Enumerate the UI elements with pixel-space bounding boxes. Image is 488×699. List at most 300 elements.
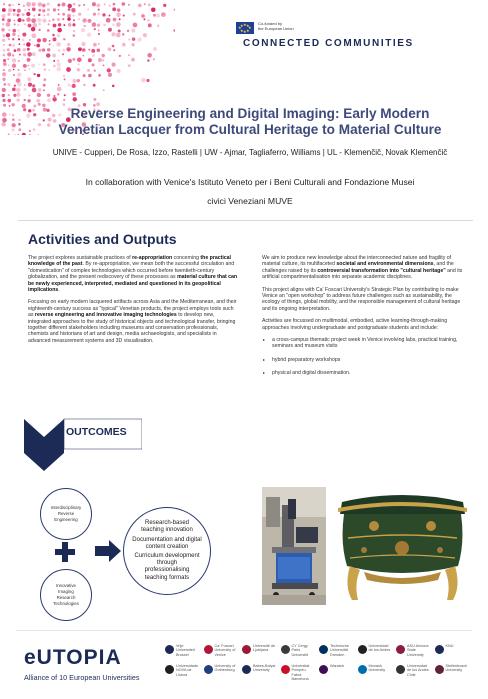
collaboration-line2: civici Veneziani MUVE [207, 196, 293, 206]
outcome-arrow-icon [95, 540, 121, 562]
decorative-dot [7, 83, 10, 86]
decorative-dot [157, 25, 159, 27]
decorative-dot [67, 43, 70, 46]
right-text-column [262, 255, 467, 384]
circle2-line: Innovative [55, 583, 76, 588]
decorative-dot [133, 23, 138, 28]
decorative-dot [122, 43, 126, 47]
outcomes-banner [24, 413, 142, 471]
decorative-dot [3, 34, 6, 37]
decorative-dot [12, 87, 16, 91]
decorative-dot [49, 40, 51, 42]
decorative-dot [52, 97, 56, 101]
decorative-dot [12, 29, 16, 33]
decorative-dot [53, 65, 56, 68]
decorative-dot [39, 64, 41, 66]
decorative-dot [11, 128, 14, 131]
decorative-dot [12, 44, 16, 48]
emphasis-text: societal and environmental dimensions [336, 261, 434, 268]
decorative-dot [141, 78, 146, 83]
decorative-dot [14, 134, 16, 135]
eutopia-logo: eUTOPIA [24, 646, 122, 669]
decorative-dot [64, 94, 66, 96]
eu-funding-label [258, 21, 294, 31]
decorative-dot [48, 69, 50, 71]
eu-flag-icon: ★ ★ ★ ★ ★ ★ ★ ★ [236, 22, 254, 34]
decorative-dot [2, 88, 6, 92]
decorative-dot [43, 63, 46, 66]
decorative-dot [43, 84, 46, 87]
partner-logo-icon [242, 645, 251, 654]
decorative-dot [12, 58, 16, 62]
decorative-dot [8, 94, 10, 96]
decorative-dot [17, 48, 21, 52]
emphasis-text: controversial transformation into "cultural heritage" [317, 267, 446, 274]
decorative-dot [26, 42, 31, 47]
decorative-dot [151, 7, 156, 12]
decorative-dot [2, 112, 7, 117]
reverse-engineering-circle [40, 488, 92, 540]
decorative-dot [27, 52, 32, 57]
decorative-dot [32, 52, 36, 56]
poster-title-line1: Reverse Engineering and Digital Imaging: Early Modern [70, 106, 430, 121]
partner-logo-name: KNU [445, 644, 454, 648]
alliance-tagline: Alliance of 10 European Universities [24, 673, 140, 682]
decorative-dot [22, 19, 25, 22]
decorative-dot [8, 69, 11, 72]
decorative-dot [22, 39, 25, 42]
decorative-dot [147, 19, 149, 21]
decorative-dot [58, 9, 60, 11]
text-run: This project aligns with Ca' Foscari University's Strategic Plan by contributing to make Venice an "open workshop" to address future challenges such as sustainability, the ecology of things, global mobility, and the responsible management of cultural heritage and its ongoing interpretation. [262, 286, 461, 312]
decorative-dot [31, 27, 36, 32]
decorative-dot [42, 9, 45, 12]
decorative-dot [3, 69, 5, 71]
decorative-dot [43, 89, 45, 91]
outcome-results-circle [123, 507, 211, 595]
decorative-dot [8, 38, 10, 40]
decorative-dot [103, 24, 105, 26]
partner-logo-icon [165, 665, 174, 674]
decorative-dot [77, 57, 82, 62]
decorative-dot [119, 55, 121, 57]
decorative-dot [122, 33, 125, 36]
decorative-dot [128, 54, 130, 56]
decorative-dot [23, 88, 26, 91]
decorative-dot [116, 22, 121, 27]
decorative-dot [66, 67, 71, 72]
decorative-dot [131, 58, 135, 62]
decorative-dot [42, 38, 46, 42]
decorative-dot [12, 54, 14, 56]
decorative-dot [82, 18, 86, 22]
decorative-dot [8, 4, 11, 7]
left-text-column [28, 255, 238, 350]
bullet-text: hybrid preparatory workshops [272, 356, 341, 363]
decorative-dot [26, 17, 31, 22]
decorative-dot [117, 8, 120, 11]
section-divider [18, 220, 473, 221]
decorative-dot [78, 13, 81, 16]
decorative-dot [102, 54, 105, 57]
decorative-dot [16, 13, 19, 16]
circle1-line: Engineering [54, 517, 78, 522]
decorative-dot [81, 28, 85, 32]
decorative-dot [13, 9, 16, 12]
partner-logo-name: Ca' Foscari University of Venice [214, 644, 236, 657]
circle2-line: Technologies [53, 601, 79, 606]
decorative-dot [17, 24, 19, 26]
partner-logo-name: Babeș-Bolyai University [253, 664, 276, 673]
decorative-dot [13, 69, 15, 71]
decorative-dot [12, 33, 16, 37]
partner-logo-name: Vrije Universiteit Brussel [176, 644, 195, 657]
decorative-dot [2, 39, 5, 42]
decorative-dot [32, 84, 35, 87]
decorative-dot [38, 49, 41, 52]
decorative-dot [17, 18, 21, 22]
decorative-dot [14, 49, 17, 52]
decorative-dot [47, 3, 50, 6]
decorative-dot [43, 78, 46, 81]
decorative-dot [87, 69, 90, 72]
text-run: . [58, 287, 60, 294]
decorative-dot [92, 22, 97, 27]
partner-logo-name: CY Cergy Paris Université [291, 644, 309, 657]
collaboration-line1: In collaboration with Venice's Istituto Veneto per i Beni Culturali and Fondazione Musei [85, 177, 415, 187]
outcomes-chevron-icon [24, 419, 64, 471]
decorative-dot [3, 83, 6, 86]
decorative-dot [72, 92, 76, 96]
decorative-dot [49, 43, 51, 45]
text-run: The project explores sustainable practices of [28, 255, 133, 261]
emphasis-text: material culture that can be newly experienced, interpreted, mediated and questioned in its geopolitical implications [28, 274, 238, 294]
partner-logo-name: ASU Arizona State University [407, 644, 429, 657]
outcome-result: Research-based teaching innovation [141, 520, 193, 534]
decorative-dot [18, 3, 20, 5]
decorative-dot [148, 23, 152, 27]
decorative-dot [106, 18, 111, 23]
decorative-dot [32, 8, 36, 12]
decorative-dot [49, 20, 51, 22]
decorative-dot [52, 34, 54, 36]
decorative-dot [24, 9, 26, 11]
decorative-dot [68, 8, 71, 11]
decorative-dot [87, 8, 89, 10]
partner-logo-icon [435, 665, 444, 674]
decorative-dot [58, 13, 60, 15]
decorative-dot [47, 94, 50, 97]
eu-funding-line2: the European Union [258, 26, 294, 31]
decorative-dot [153, 47, 157, 51]
decorative-dot [72, 58, 75, 61]
decorative-dot [91, 49, 95, 53]
decorative-dot [88, 58, 92, 62]
decorative-dot [78, 47, 82, 51]
decorative-dot [57, 34, 61, 38]
partner-logo-icon [319, 645, 328, 654]
decorative-dot [98, 9, 100, 11]
decorative-dot [2, 49, 5, 52]
bullet-arrow-icon: ▸ [263, 356, 266, 362]
decorative-dot [103, 65, 105, 67]
decorative-dot [84, 25, 86, 27]
decorative-dot [116, 13, 120, 17]
decorative-dot [7, 19, 11, 23]
decorative-dot [32, 88, 37, 93]
decorative-dot [68, 23, 72, 27]
decorative-dot [13, 74, 15, 76]
partner-logo-name: Universidad de los Andes [368, 644, 391, 653]
decorative-dot [28, 83, 32, 87]
decorative-dot [57, 28, 62, 33]
decorative-dot [127, 30, 129, 32]
partner-logo-name: Universidade NOVA de Lisboa [176, 664, 199, 677]
decorative-dot [73, 3, 76, 6]
section-heading: Activities and Outputs [28, 231, 177, 247]
decorative-dot [23, 53, 26, 56]
decorative-dot [67, 4, 72, 9]
decorative-dot [93, 43, 97, 47]
decorative-dot [93, 84, 96, 87]
decorative-dot [62, 49, 65, 52]
decorative-dot [37, 18, 41, 22]
decorative-dot [8, 64, 10, 66]
decorative-dot [173, 29, 175, 31]
decorative-dot [57, 67, 61, 71]
decorative-dot [107, 68, 111, 72]
decorative-dot [112, 63, 116, 67]
decorative-dot [2, 23, 4, 25]
lab-equipment-photo [262, 487, 326, 605]
decorative-dot [78, 18, 80, 20]
decorative-dot [33, 15, 35, 17]
decorative-dot [52, 19, 54, 21]
decorative-dot [17, 35, 19, 37]
decorative-dot [52, 54, 56, 58]
decorative-dot [113, 3, 116, 6]
decorative-dot [44, 68, 46, 70]
decorative-dot [132, 37, 136, 41]
decorative-dot [12, 13, 15, 16]
collaboration-note [40, 173, 460, 211]
decorative-dot [143, 33, 147, 37]
decorative-dot [28, 24, 32, 28]
emphasis-text: the practical knowledge of the past [28, 255, 231, 268]
emphasis-text: re-appropriation [132, 255, 173, 261]
partner-logo-icon [358, 665, 367, 674]
decorative-dot [37, 38, 41, 42]
bullet-text: physical and digital dissemination. [272, 370, 351, 377]
decorative-dot [92, 63, 95, 66]
decorative-dot [118, 29, 121, 32]
decorative-dot [26, 2, 31, 7]
decorative-dot [128, 64, 131, 67]
decorative-dot [18, 29, 20, 31]
decorative-dot [63, 38, 65, 40]
circle2-line: Imaging [58, 589, 74, 594]
decorative-dot [9, 44, 12, 47]
decorative-dot [3, 62, 7, 66]
decorative-dot [63, 99, 65, 101]
decorative-dot [3, 54, 6, 57]
decorative-dot [53, 60, 55, 62]
decorative-dot [18, 119, 20, 121]
decorative-dot [62, 2, 66, 6]
decorative-dot [23, 108, 26, 111]
decorative-dot [128, 39, 130, 41]
decorative-dot [23, 48, 26, 51]
decorative-dot [119, 18, 121, 20]
decorative-dot [28, 68, 30, 70]
decorative-dot [58, 84, 60, 86]
body-paragraph [262, 255, 467, 281]
decorative-dot [57, 18, 60, 21]
decorative-dot [8, 8, 12, 12]
decorative-dot [19, 54, 21, 56]
decorative-dot [6, 33, 10, 37]
decorative-dot [58, 49, 61, 52]
decorative-dot [67, 14, 71, 18]
right-paragraphs [262, 255, 467, 331]
decorative-dot [28, 9, 30, 11]
decorative-dot [102, 13, 105, 16]
decorative-dot [17, 82, 22, 87]
decorative-dot [38, 9, 41, 12]
decorative-dot [71, 8, 75, 12]
decorative-dot [16, 98, 19, 101]
decorative-dot [1, 28, 4, 31]
decorative-dot [57, 87, 62, 92]
decorative-dot [12, 114, 15, 117]
decorative-dot [73, 97, 77, 101]
decorative-dot [98, 74, 101, 77]
partner-logo-icon [281, 645, 290, 654]
decorative-dot [94, 28, 96, 30]
decorative-dot [77, 79, 80, 82]
decorative-dot [12, 38, 14, 40]
decorative-dot [148, 3, 151, 6]
decorative-dot [131, 43, 134, 46]
decorative-dot [14, 20, 16, 22]
plus-icon [55, 542, 75, 562]
bullet-item [263, 337, 467, 350]
decorative-dot [147, 59, 149, 61]
decorative-dot [32, 2, 36, 6]
body-paragraph [262, 318, 467, 331]
text-run: . By re-appropriation, we mean both the successful circulation and "domestication" of complex technologies which occurred before twentieth-century globalization, and the present rediscovery of these processes as [28, 261, 235, 281]
decorative-dot [53, 37, 57, 41]
decorative-dot [7, 13, 10, 16]
decorative-dot [117, 69, 121, 73]
decorative-dot [72, 23, 75, 26]
decorative-dot [32, 33, 37, 38]
imaging-technologies-circle [40, 569, 92, 621]
decorative-dot [13, 94, 16, 97]
circle1-line: Reverse [57, 511, 75, 516]
decorative-dot [29, 39, 31, 41]
decorative-dot [47, 29, 50, 32]
decorative-dot [2, 14, 6, 18]
partner-logo-icon [242, 665, 251, 674]
decorative-dot [27, 99, 30, 102]
decorative-dot [16, 92, 21, 97]
decorative-dot [23, 64, 27, 68]
footer-separator [16, 630, 472, 631]
decorative-dot [88, 74, 92, 78]
decorative-dot [98, 58, 102, 62]
decorative-dot [108, 73, 112, 77]
decorative-dot [6, 22, 11, 27]
decorative-dot [53, 45, 55, 47]
decorative-dot [47, 98, 51, 102]
decorative-dot [113, 49, 115, 51]
decorative-dot [47, 48, 50, 51]
partner-logo-name: Universitat Pompeu Fabra Barcelona [291, 664, 310, 682]
decorative-dot [108, 28, 112, 32]
decorative-dot [82, 48, 86, 52]
decorative-dot [53, 8, 56, 11]
decorative-dot [143, 18, 145, 20]
decorative-dot [98, 30, 100, 32]
decorative-dot [88, 49, 90, 51]
decorative-dot [73, 19, 75, 21]
decorative-dot [123, 15, 125, 17]
decorative-dot [133, 13, 136, 16]
partner-logo-icon [396, 665, 405, 674]
decorative-dot [2, 8, 6, 12]
text-run: and its artificial compartmentalisation into separate academic disciplines. [262, 267, 463, 281]
decorative-dot [22, 133, 26, 135]
decorative-dot [82, 55, 84, 57]
decorative-dot [28, 65, 30, 67]
decorative-dot [17, 134, 19, 135]
decorative-dot [38, 29, 40, 31]
body-paragraph [262, 287, 467, 313]
decorative-dot [146, 79, 149, 82]
decorative-dot [77, 68, 81, 72]
partner-logo-name: Technische Universität Dresden [330, 644, 349, 657]
decorative-dot [112, 85, 115, 88]
decorative-dot [93, 13, 96, 16]
decorative-dot [34, 45, 36, 47]
body-paragraph [28, 255, 238, 293]
decorative-dot [22, 13, 25, 16]
decorative-dot [47, 13, 50, 16]
decorative-dot [8, 133, 10, 135]
decorative-dot [113, 18, 117, 22]
decorative-dot [73, 30, 75, 32]
decorative-dot [7, 52, 11, 56]
decorative-dot [67, 17, 71, 21]
outcome-result: Curriculum development through professionalising teaching formats [134, 553, 200, 581]
decorative-dot [24, 69, 26, 71]
decorative-dot [153, 58, 155, 60]
bullet-item [263, 356, 467, 363]
decorative-dot [68, 84, 71, 87]
decorative-dot [83, 84, 86, 87]
partner-logo-icon [204, 665, 213, 674]
decorative-dot [56, 42, 61, 47]
decorative-dot [2, 18, 5, 21]
partner-logo-icon [165, 645, 174, 654]
decorative-dot [37, 74, 40, 77]
decorative-dot [3, 44, 5, 46]
decorative-dot [138, 38, 142, 42]
decorative-dot [93, 98, 96, 101]
decorative-dot [104, 3, 106, 5]
decorative-dot [3, 3, 5, 5]
